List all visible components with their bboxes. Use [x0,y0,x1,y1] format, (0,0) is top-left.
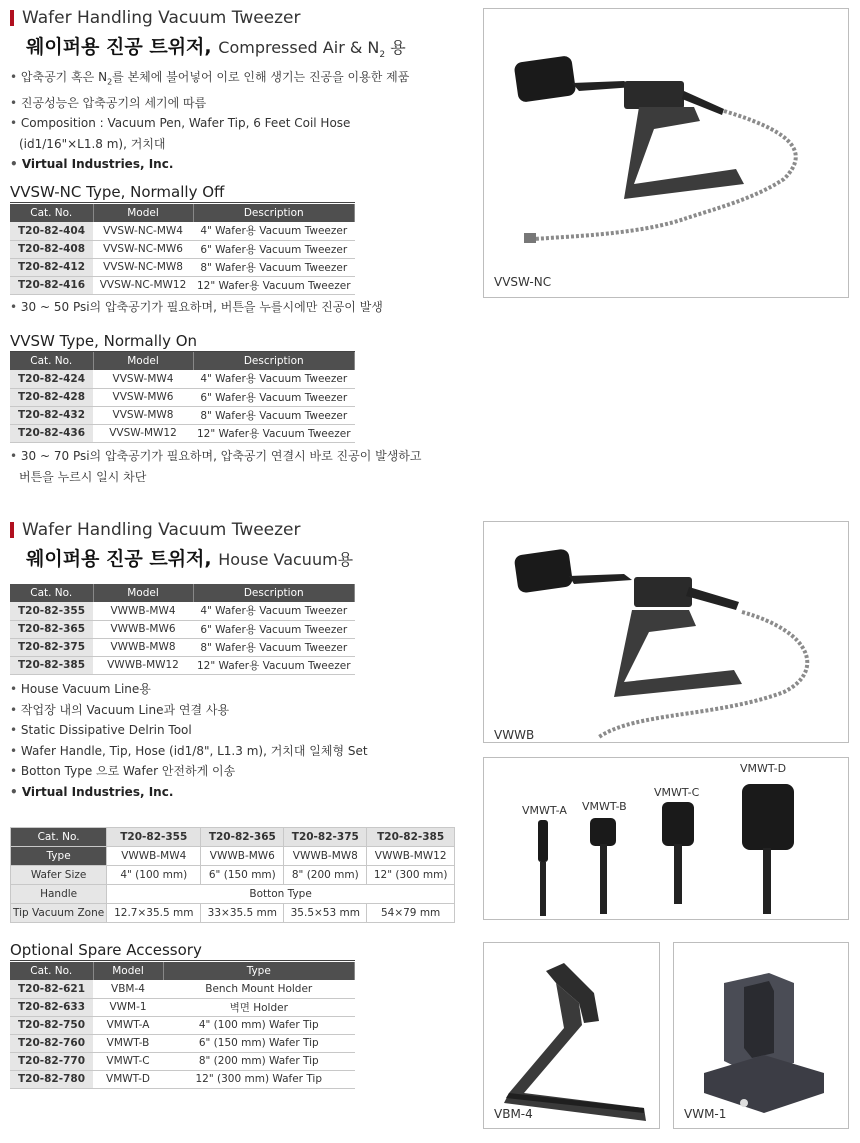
col-header: Model [93,352,193,370]
table-row: T20-82-412 VVSW-NC-MW8 8" Wafer용 Vacuum Tweezer [10,258,355,276]
spec-row-type: Type VWWB-MW4 VWWB-MW6 VWWB-MW8 VWWB-MW12 [11,847,455,866]
spec-row-handle: Handle Botton Type [11,885,455,904]
section2-bullets [10,679,470,802]
vvsw-nc-image-box [483,8,849,298]
section1-bullets [10,67,460,175]
wafer-tips-image [484,758,849,920]
title-bar [10,522,14,538]
bench-mount-holder-image [484,943,660,1129]
title-bar [10,10,14,26]
table-row: T20-82-750 VMWT-A 4" (100 mm) Wafer Tip [10,1016,355,1034]
bullet-item: • Wafer Handle, Tip, Hose (id1/8", L1.3 m), 거치대 일체형 Set [10,741,470,762]
spec-cat-no: T20-82-355 [107,828,201,847]
table-row: T20-82-436 VVSW-MW12 12" Wafer용 Vacuum Tweezer [10,424,355,442]
bullet-item: • 작업장 내의 Vacuum Line과 연결 사용 [10,700,470,721]
no-table [10,352,355,443]
table-row: T20-82-365 VWWB-MW6 6" Wafer용 Vacuum Tweezer [10,620,355,638]
col-header: Description [193,204,355,222]
accessory-table [10,962,355,1089]
bullet-item: • 압축공기 혹은 $N_2$를 본체에 불어넣어 이로 인해 생기는 진공을 이용한 제품 [10,67,460,93]
section2-title: Wafer Handling Vacuum Tweezer [10,520,301,540]
section1-title: Wafer Handling Vacuum Tweezer [10,8,301,28]
table-row: T20-82-760 VMWT-B 6" (150 mm) Wafer Tip [10,1034,355,1052]
tips-image-box [483,757,849,920]
bullet-item-maker: • Virtual Industries, Inc. [10,782,470,803]
table-row: T20-82-633 VWM-1 벽면 Holder [10,998,355,1016]
accessory-heading: Optional Spare Accessory [10,941,355,961]
table-row: T20-82-780 VMWT-D 12" (300 mm) Wafer Tip [10,1070,355,1088]
bullet-item: • Static Dissipative Delrin Tool [10,720,470,741]
col-header: Model [93,204,193,222]
house-vacuum-table [10,584,355,675]
bullet-item-cont: (id1/16"×L1.8 m), 거치대 [19,136,166,151]
table-row: T20-82-385 VWWB-MW12 12" Wafer용 Vacuum Tweezer [10,656,355,674]
vvsw-nc-caption: VVSW-NC [494,275,552,289]
nc-type-heading: VVSW-NC Type, Normally Off [10,183,355,203]
spec-table [10,827,455,923]
bullet-item: • House Vacuum Line용 [10,679,470,700]
spec-cat-no: T20-82-385 [367,828,455,847]
table-row: T20-82-424 VVSW-MW4 4" Wafer용 Vacuum Tweezer [10,370,355,388]
table-row: T20-82-355 VWWB-MW4 4" Wafer용 Vacuum Tweezer [10,602,355,620]
col-header: Cat. No. [10,962,93,980]
vwm-image-box [673,942,849,1129]
col-header: Type [163,962,355,980]
table-row: T20-82-408 VVSW-NC-MW6 6" Wafer용 Vacuum Tweezer [10,240,355,258]
table-row: T20-82-404 VVSW-NC-MW4 4" Wafer용 Vacuum Tweezer [10,222,355,240]
nc-table [10,204,355,295]
table-row: T20-82-375 VWWB-MW8 8" Wafer용 Vacuum Tweezer [10,638,355,656]
tip-label-a: VMWT-A [522,804,567,817]
tip-label-b: VMWT-B [582,800,627,813]
tip-label-c: VMWT-C [654,786,700,799]
col-header: Description [193,584,355,602]
bullet-item-maker: • Virtual Industries, Inc. [10,154,460,175]
spec-corner: Cat. No. [11,828,107,847]
table-row: T20-82-770 VMWT-C 8" (200 mm) Wafer Tip [10,1052,355,1070]
vwwb-tweezer-image [484,522,849,743]
vwm-caption: VWM-1 [684,1107,727,1121]
col-header: Model [93,584,193,602]
col-header: Model [93,962,163,980]
spec-row-zone: Tip Vacuum Zone 12.7×35.5 mm 33×35.5 mm 35.5×53 mm 54×79 mm [11,904,455,923]
vbm-caption: VBM-4 [494,1107,533,1121]
vwwb-image-box [483,521,849,743]
table-row: T20-82-432 VVSW-MW8 8" Wafer용 Vacuum Tweezer [10,406,355,424]
table-row: T20-82-621 VBM-4 Bench Mount Holder [10,980,355,998]
spec-row-wafer: Wafer Size 4" (100 mm) 6" (150 mm) 8" (200 mm) 12" (300 mm) [11,866,455,885]
vvsw-nc-tweezer-image [484,9,849,298]
bullet-item: • 진공성능은 압축공기의 세기에 따름 [10,93,460,114]
table-row: T20-82-416 VVSW-NC-MW12 12" Wafer용 Vacuum Tweezer [10,276,355,294]
col-header: Cat. No. [10,584,93,602]
col-header: Description [193,352,355,370]
col-header: Cat. No. [10,204,93,222]
no-note: • 30 ~ 70 Psi의 압축공기가 필요하며, 압축공기 연결시 바로 진공이 발생하고 버튼을 누르시 일시 차단 [10,446,480,487]
nc-note: • 30 ~ 50 Psi의 압축공기가 필요하며, 버튼을 누를시에만 진공이 발생 [10,297,470,318]
bullet-item: • Botton Type 으로 Wafer 안전하게 이송 [10,761,470,782]
spec-cat-no: T20-82-365 [201,828,284,847]
col-header: Cat. No. [10,352,93,370]
wall-holder-image [674,943,849,1129]
table-row: T20-82-428 VVSW-MW6 6" Wafer용 Vacuum Tweezer [10,388,355,406]
bullet-item: • Composition : Vacuum Pen, Wafer Tip, 6 Feet Coil Hose [10,113,460,134]
vwwb-caption: VWWB [494,728,535,742]
section1-subtitle: 웨이퍼용 진공 트위저, Compressed Air & $N_2$ 용 [26,36,406,61]
section2-subtitle: 웨이퍼용 진공 트위저, House Vacuum용 [26,548,354,570]
spec-cat-no: T20-82-375 [284,828,367,847]
no-type-heading: VVSW Type, Normally On [10,332,355,352]
tip-label-d: VMWT-D [740,762,787,775]
vbm-image-box [483,942,660,1129]
